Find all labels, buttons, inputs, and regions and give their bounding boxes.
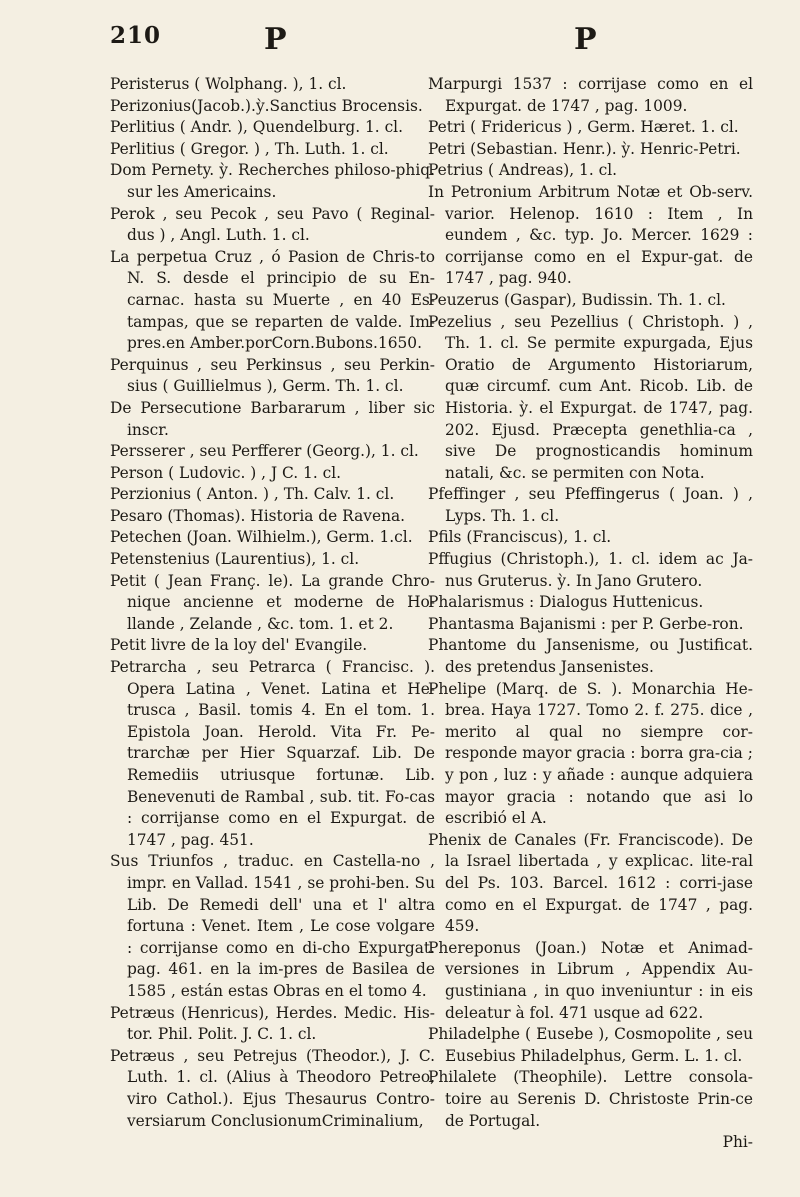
index-entry: Perlitius ( Gregor. ) , Th. Luth. 1. cl. xyxy=(110,139,389,158)
left-column xyxy=(110,74,435,1132)
index-entry: Petræus , seu Petrejus (Theodor.), J. C. Luth. 1. cl. (Alius à Theodoro Petreo, viro Cathol.). Ejus Thesaurus Contro-versiarum ConclusionumCriminalium, xyxy=(110,1046,435,1130)
index-entry: Philadelphe ( Eusebe ), Cosmopolite , seu Eusebius Philadelphus, Germ. L. 1. cl. xyxy=(428,1025,753,1065)
catchword: Phi- xyxy=(722,1133,753,1152)
index-entry: Peristerus ( Wolphang. ), 1. cl. xyxy=(110,75,347,93)
index-entry: Pffugius (Christoph.), 1. cl. idem ac Ja-nus Gruterus. ỳ. In Jano Grutero. xyxy=(428,550,753,590)
index-entry: Phantome du Jansenisme, ou Justificat. des pretendus Jansenistes. xyxy=(428,636,753,677)
index-entry: Petechen (Joan. Wilhielm.), Germ. 1.cl. xyxy=(110,528,413,547)
header-letter-right: P xyxy=(574,22,597,57)
index-entry: Pezelius , seu Pezellius ( Christoph. ) , Th. 1. cl. Se permite expurgada, Ejus Oratio de Argumento Historiarum, quæ circumf. cum Ant. Ricob. Lib. de Historia. ỳ. el Expurgat. de 1747, pag. 202. Ejusd. Præcepta genethlia-ca , sive De prognosticandis hominum natali, &c. se permiten con Nota. xyxy=(428,312,753,482)
index-entry: Phantasma Bajanismi : per P. Gerbe-ron. xyxy=(428,614,744,633)
index-entry: Petenstenius (Laurentius), 1. cl. xyxy=(110,550,360,569)
index-entry: Persserer , seu Perfferer (Georg.), 1. cl. xyxy=(110,442,419,461)
index-entry: Peuzerus (Gaspar), Budissin. Th. 1. cl. xyxy=(428,290,726,309)
index-entry: Petrarcha , seu Petrarca ( Francisc. ). Opera Latina , Venet. Latina et He-trusca , Basil. tomis 4. En el tom. 1. Epistola Joan. Herold. Vita Fr. Pe-trarchæ per Hier Squarzaf. Lib. De Remediis utriusque fortunæ. Lib. Benevenuti de Rambal , sub. tit. Fo-cas : corrijanse como en el Expurgat. de 1747 , pag. 451. xyxy=(110,658,435,849)
index-entry: Petri (Sebastian. Henr.). ỳ. Henric-Petri. xyxy=(428,139,741,158)
index-entry: Dom Pernety. ỳ. Recherches philoso-phiq. sur les Americains. xyxy=(110,161,435,201)
index-entry: Petri ( Fridericus ) , Germ. Hæret. 1. cl. xyxy=(428,118,739,137)
index-entry: Pfeffinger , seu Pfeffingerus ( Joan. ) , Lyps. Th. 1. cl. xyxy=(428,485,753,525)
index-entry: Perok , seu Pecok , seu Pavo ( Reginal-dus ) , Angl. Luth. 1. cl. xyxy=(110,204,435,245)
index-entry: Perlitius ( Andr. ), Quendelburg. 1. cl. xyxy=(110,118,403,137)
index-entry: Person ( Ludovic. ) , J C. 1. cl. xyxy=(110,463,342,482)
index-entry: Perizonius(Jacob.).ỳ.Sanctius Brocensis. xyxy=(110,96,423,115)
index-entry: In Petronium Arbitrum Notæ et Ob-serv. varior. Helenop. 1610 : Item , In eundem , &c. typ. Jo. Mercer. 1629 : corrijanse como en el Expur-gat. de 1747 , pag. 940. xyxy=(428,182,753,288)
index-entry: Phenix de Canales (Fr. Franciscode). De la Israel libertada , y explicac. lite-ral del Ps. 103. Barcel. 1612 : corri-jase como en el Expurgat. de 1747 , pag. 459. xyxy=(428,830,753,936)
index-entry: Pesaro (Thomas). Historia de Ravena. xyxy=(110,506,406,525)
index-entry: Perzionius ( Anton. ) , Th. Calv. 1. cl. xyxy=(110,485,395,504)
index-entry: Pfils (Franciscus), 1. cl. xyxy=(428,528,612,547)
header-letter-left: P xyxy=(264,22,287,57)
page-number: 210 xyxy=(110,22,162,49)
running-header xyxy=(0,22,800,62)
index-entry: La perpetua Cruz , ó Pasion de Chris-to N. S. desde el principio de su En-carnac. hasta su Muerte , en 40 Es-tampas, que se reparten de valde. Im-pres.en Amber.porCorn.Bubons.1650. xyxy=(110,247,435,353)
index-entry: Phelipe (Marq. de S. ). Monarchia He-brea. Haya 1727. Tomo 2. f. 275. dice , merito al qual no siempre cor-responde mayor gracia : borra gra-cia ; y pon , luz : y añade : aunque adquiera mayor gracia : notando que asi lo escribió el A. xyxy=(428,679,753,828)
right-column xyxy=(428,74,753,1154)
index-entry: Marpurgi 1537 : corrijase como en el Expurgat. de 1747 , pag. 1009. xyxy=(428,75,753,115)
index-entry: Petrius ( Andreas), 1. cl. xyxy=(428,161,618,180)
index-entry: Phereponus (Joan.) Notæ et Animad-versiones in Librum , Appendix Au-gustiniana , in quo inveniuntur : in eis deleatur à fol. 471 usque ad 622. xyxy=(428,938,753,1022)
index-entry: Petit livre de la loy del' Evangile. xyxy=(110,636,368,655)
index-entry: Philalete (Theophile). Lettre consola-toire au Serenis D. Christoste Prin-ce de Portugal. xyxy=(428,1068,753,1130)
index-entry: Perquinus , seu Perkinsus , seu Perkin-sius ( Guillielmus ), Germ. Th. 1. cl. xyxy=(110,355,435,396)
index-entry: Petit ( Jean Franç. le). La grande Chro-nique ancienne et moderne de Ho-llande , Zelande , &c. tom. 1. et 2. xyxy=(110,571,435,633)
index-entry: De Persecutione Barbararum , liber sic inscr. xyxy=(110,398,435,439)
index-entry: Petræus (Henricus), Herdes. Medic. His-tor. Phil. Polit. J. C. 1. cl. xyxy=(110,1003,435,1044)
index-entry: Sus Triunfos , traduc. en Castella-no , impr. en Vallad. 1541 , se prohi-ben. Su Lib. De Remedi dell' una et l' altra fortuna : Venet. Item , Le cose volgare : corrijanse como en di-cho Expurgat. pag. 461. en la im-pres de Basilea de 1585 , están estas Obras en el tomo 4. xyxy=(110,852,435,1000)
index-entry: Phalarismus : Dialogus Huttenicus. xyxy=(428,593,704,612)
